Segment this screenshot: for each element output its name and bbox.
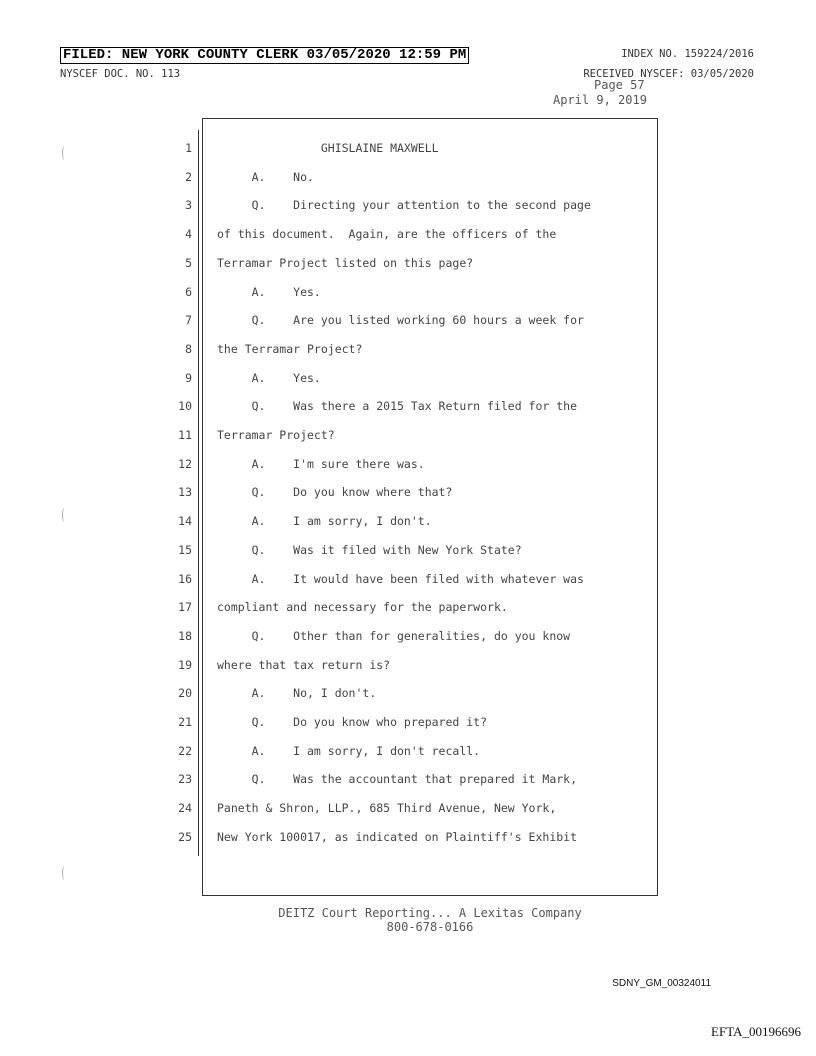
- transcript-line-text: A. I am sorry, I don't.: [217, 514, 432, 528]
- line-number: 12: [178, 457, 192, 471]
- transcript-line-text: Q. Are you listed working 60 hours a week for: [217, 313, 584, 327]
- line-number: 18: [178, 629, 192, 643]
- court-reporter-phone: 800-678-0166: [386, 920, 474, 934]
- transcript-line-text: A. Yes.: [217, 285, 321, 299]
- line-number: 10: [178, 399, 192, 413]
- line-number: 2: [185, 170, 192, 184]
- transcript-line-text: Q. Was the accountant that prepared it Mark,: [217, 772, 578, 786]
- filed-stamp: FILED: NEW YORK COUNTY CLERK 03/05/2020 12:59 PM: [60, 47, 469, 64]
- line-number: 24: [178, 801, 192, 815]
- transcript-line-text: A. Yes.: [217, 371, 321, 385]
- transcript-line-text: A. It would have been filed with whatever was: [217, 572, 584, 586]
- line-number-rule: [198, 130, 199, 856]
- transcript-line-text: where that tax return is?: [217, 658, 391, 672]
- line-number: 16: [178, 572, 192, 586]
- line-number: 6: [185, 285, 192, 299]
- line-number: 17: [178, 600, 192, 614]
- line-number: 19: [178, 658, 192, 672]
- efta-number: EFTA_00196696: [711, 1024, 801, 1039]
- scan-mark: [62, 508, 67, 522]
- line-number: 22: [178, 744, 192, 758]
- transcript-line-text: Q. Do you know where that?: [217, 485, 453, 499]
- bates-number: SDNY_GM_00324011: [612, 978, 711, 989]
- line-number: 15: [178, 543, 192, 557]
- line-number: 13: [178, 485, 192, 499]
- transcript-line-text: compliant and necessary for the paperwork.: [217, 600, 508, 614]
- transcript-line-text: of this document. Again, are the officers of the: [217, 227, 557, 241]
- scan-mark: [62, 866, 67, 880]
- transcript-line-text: A. I am sorry, I don't recall.: [217, 744, 481, 758]
- transcript-line-text: GHISLAINE MAXWELL: [217, 141, 439, 155]
- transcript-line-text: Q. Do you know who prepared it?: [217, 715, 488, 729]
- transcript-line-text: Terramar Project listed on this page?: [217, 256, 474, 270]
- line-number: 9: [185, 371, 192, 385]
- transcript-line-text: New York 100017, as indicated on Plaintiff's Exhibit: [217, 830, 578, 844]
- transcript-line-text: the Terramar Project?: [217, 342, 363, 356]
- deposition-date: April 9, 2019: [553, 93, 647, 107]
- transcript-line-text: A. I'm sure there was.: [217, 457, 425, 471]
- court-reporter-name: DEITZ Court Reporting... A Lexitas Company: [278, 906, 582, 920]
- line-number: 7: [185, 313, 192, 327]
- line-number: 14: [178, 514, 192, 528]
- line-number: 21: [178, 715, 192, 729]
- transcript-line-text: Q. Directing your attention to the second page: [217, 198, 591, 212]
- line-number: 8: [185, 342, 192, 356]
- transcript-line-text: Terramar Project?: [217, 428, 335, 442]
- transcript-line-text: A. No, I don't.: [217, 686, 377, 700]
- transcript-line-text: Paneth & Shron, LLP., 685 Third Avenue, New York,: [217, 801, 557, 815]
- line-number: 5: [185, 256, 192, 270]
- transcript-line-text: A. No.: [217, 170, 314, 184]
- line-number: 20: [178, 686, 192, 700]
- nyscef-doc-number: NYSCEF DOC. NO. 113: [60, 68, 181, 80]
- transcript-line-text: Q. Other than for generalities, do you know: [217, 629, 571, 643]
- line-number: 25: [178, 830, 192, 844]
- transcript-line-text: Q. Was it filed with New York State?: [217, 543, 522, 557]
- scan-mark: [62, 146, 67, 160]
- line-number: 11: [178, 428, 192, 442]
- index-number: INDEX NO. 159224/2016: [621, 48, 754, 60]
- page-number: Page 57: [594, 78, 645, 92]
- received-date: RECEIVED NYSCEF: 03/05/2020: [583, 68, 754, 80]
- transcript-line-text: Q. Was there a 2015 Tax Return filed for the: [217, 399, 578, 413]
- line-number: 3: [185, 198, 192, 212]
- line-number: 23: [178, 772, 192, 786]
- line-number: 4: [185, 227, 192, 241]
- line-number: 1: [185, 141, 192, 155]
